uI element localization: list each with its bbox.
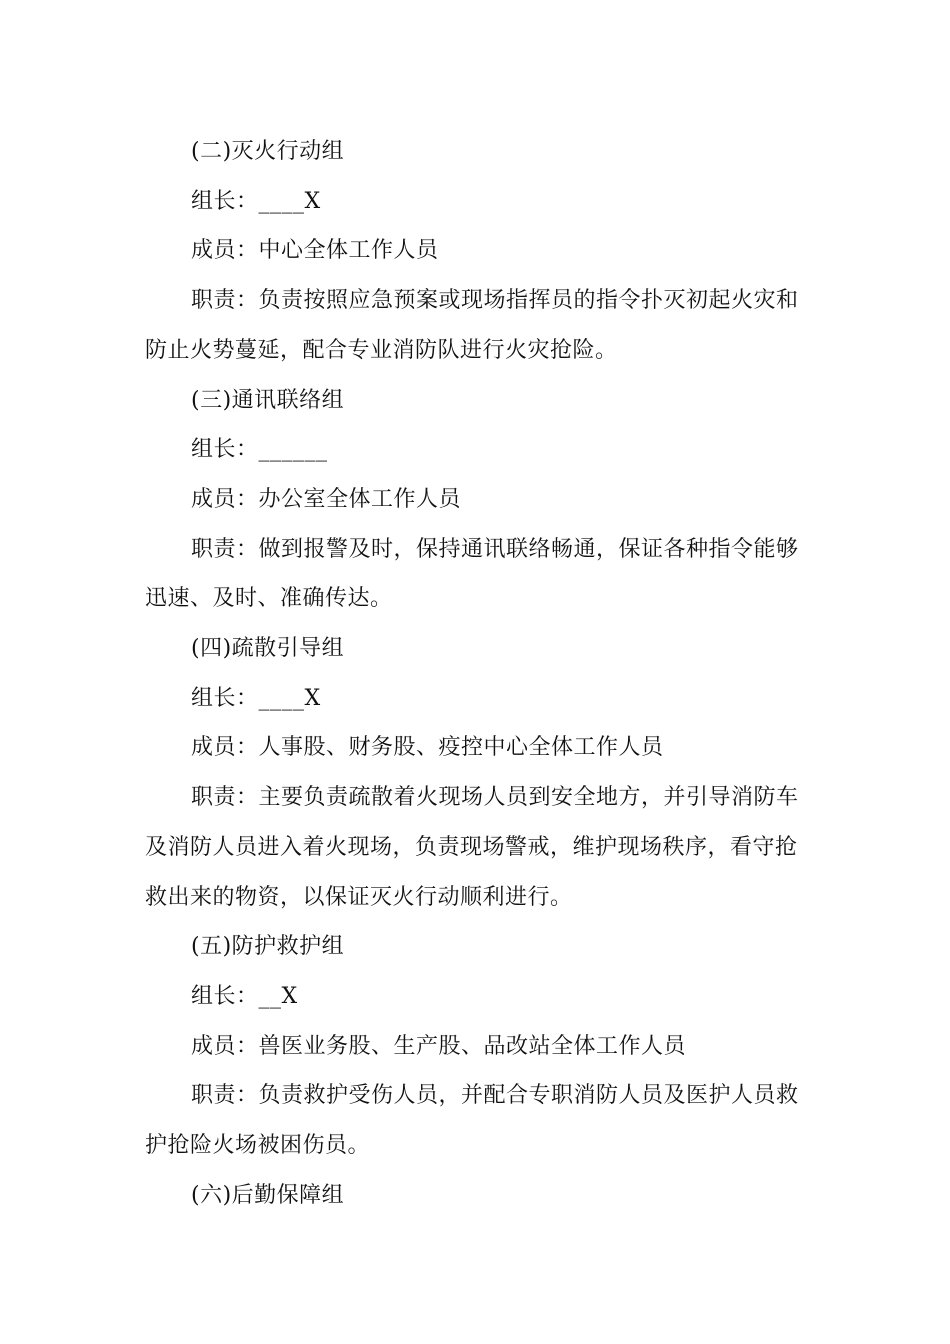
duties-paragraph: 职责：负责救护受伤人员，并配合专职消防人员及医护人员救护抢险火场被困伤员。 [145, 1083, 799, 1159]
section-heading-evacuation: (四)疏散引导组 [191, 636, 345, 662]
section-heading-communication: (三)通讯联络组 [191, 387, 345, 413]
duties-paragraph: 职责：主要负责疏散着火现场人员到安全地方，并引导消防车及消防人员进入着火现场，负责现场警戒，维护现场秩序，看守抢救出来的物资，以保证灭火行动顺利进行。 [145, 785, 799, 910]
section-heading-fire-fighting: (二)灭火行动组 [191, 139, 345, 164]
group-leader-line: 组长：______ [191, 437, 328, 463]
group-leader-line: 组长：____X [191, 188, 321, 214]
members-line: 成员：办公室全体工作人员 [191, 486, 462, 512]
members-line: 成员：兽医业务股、生产股、品改站全体工作人员 [191, 1033, 687, 1059]
members-line: 成员：人事股、财务股、疫控中心全体工作人员 [191, 735, 664, 761]
duties-paragraph: 职责：做到报警及时，保持通讯联络畅通，保证各种指令能够迅速、及时、准确传达。 [145, 536, 799, 612]
group-leader-line: 组长：__X [191, 983, 298, 1009]
group-leader-line: 组长：____X [191, 685, 321, 711]
section-heading-rescue: (五)防护救护组 [191, 934, 345, 960]
document-body [145, 127, 810, 1220]
duties-paragraph: 职责：负责按照应急预案或现场指挥员的指令扑灭初起火灾和防止火势蔓延，配合专业消防队进行火灾抢险。 [145, 288, 799, 363]
section-heading-logistics: (六)后勤保障组 [191, 1182, 345, 1208]
members-line: 成员：中心全体工作人员 [191, 238, 439, 264]
